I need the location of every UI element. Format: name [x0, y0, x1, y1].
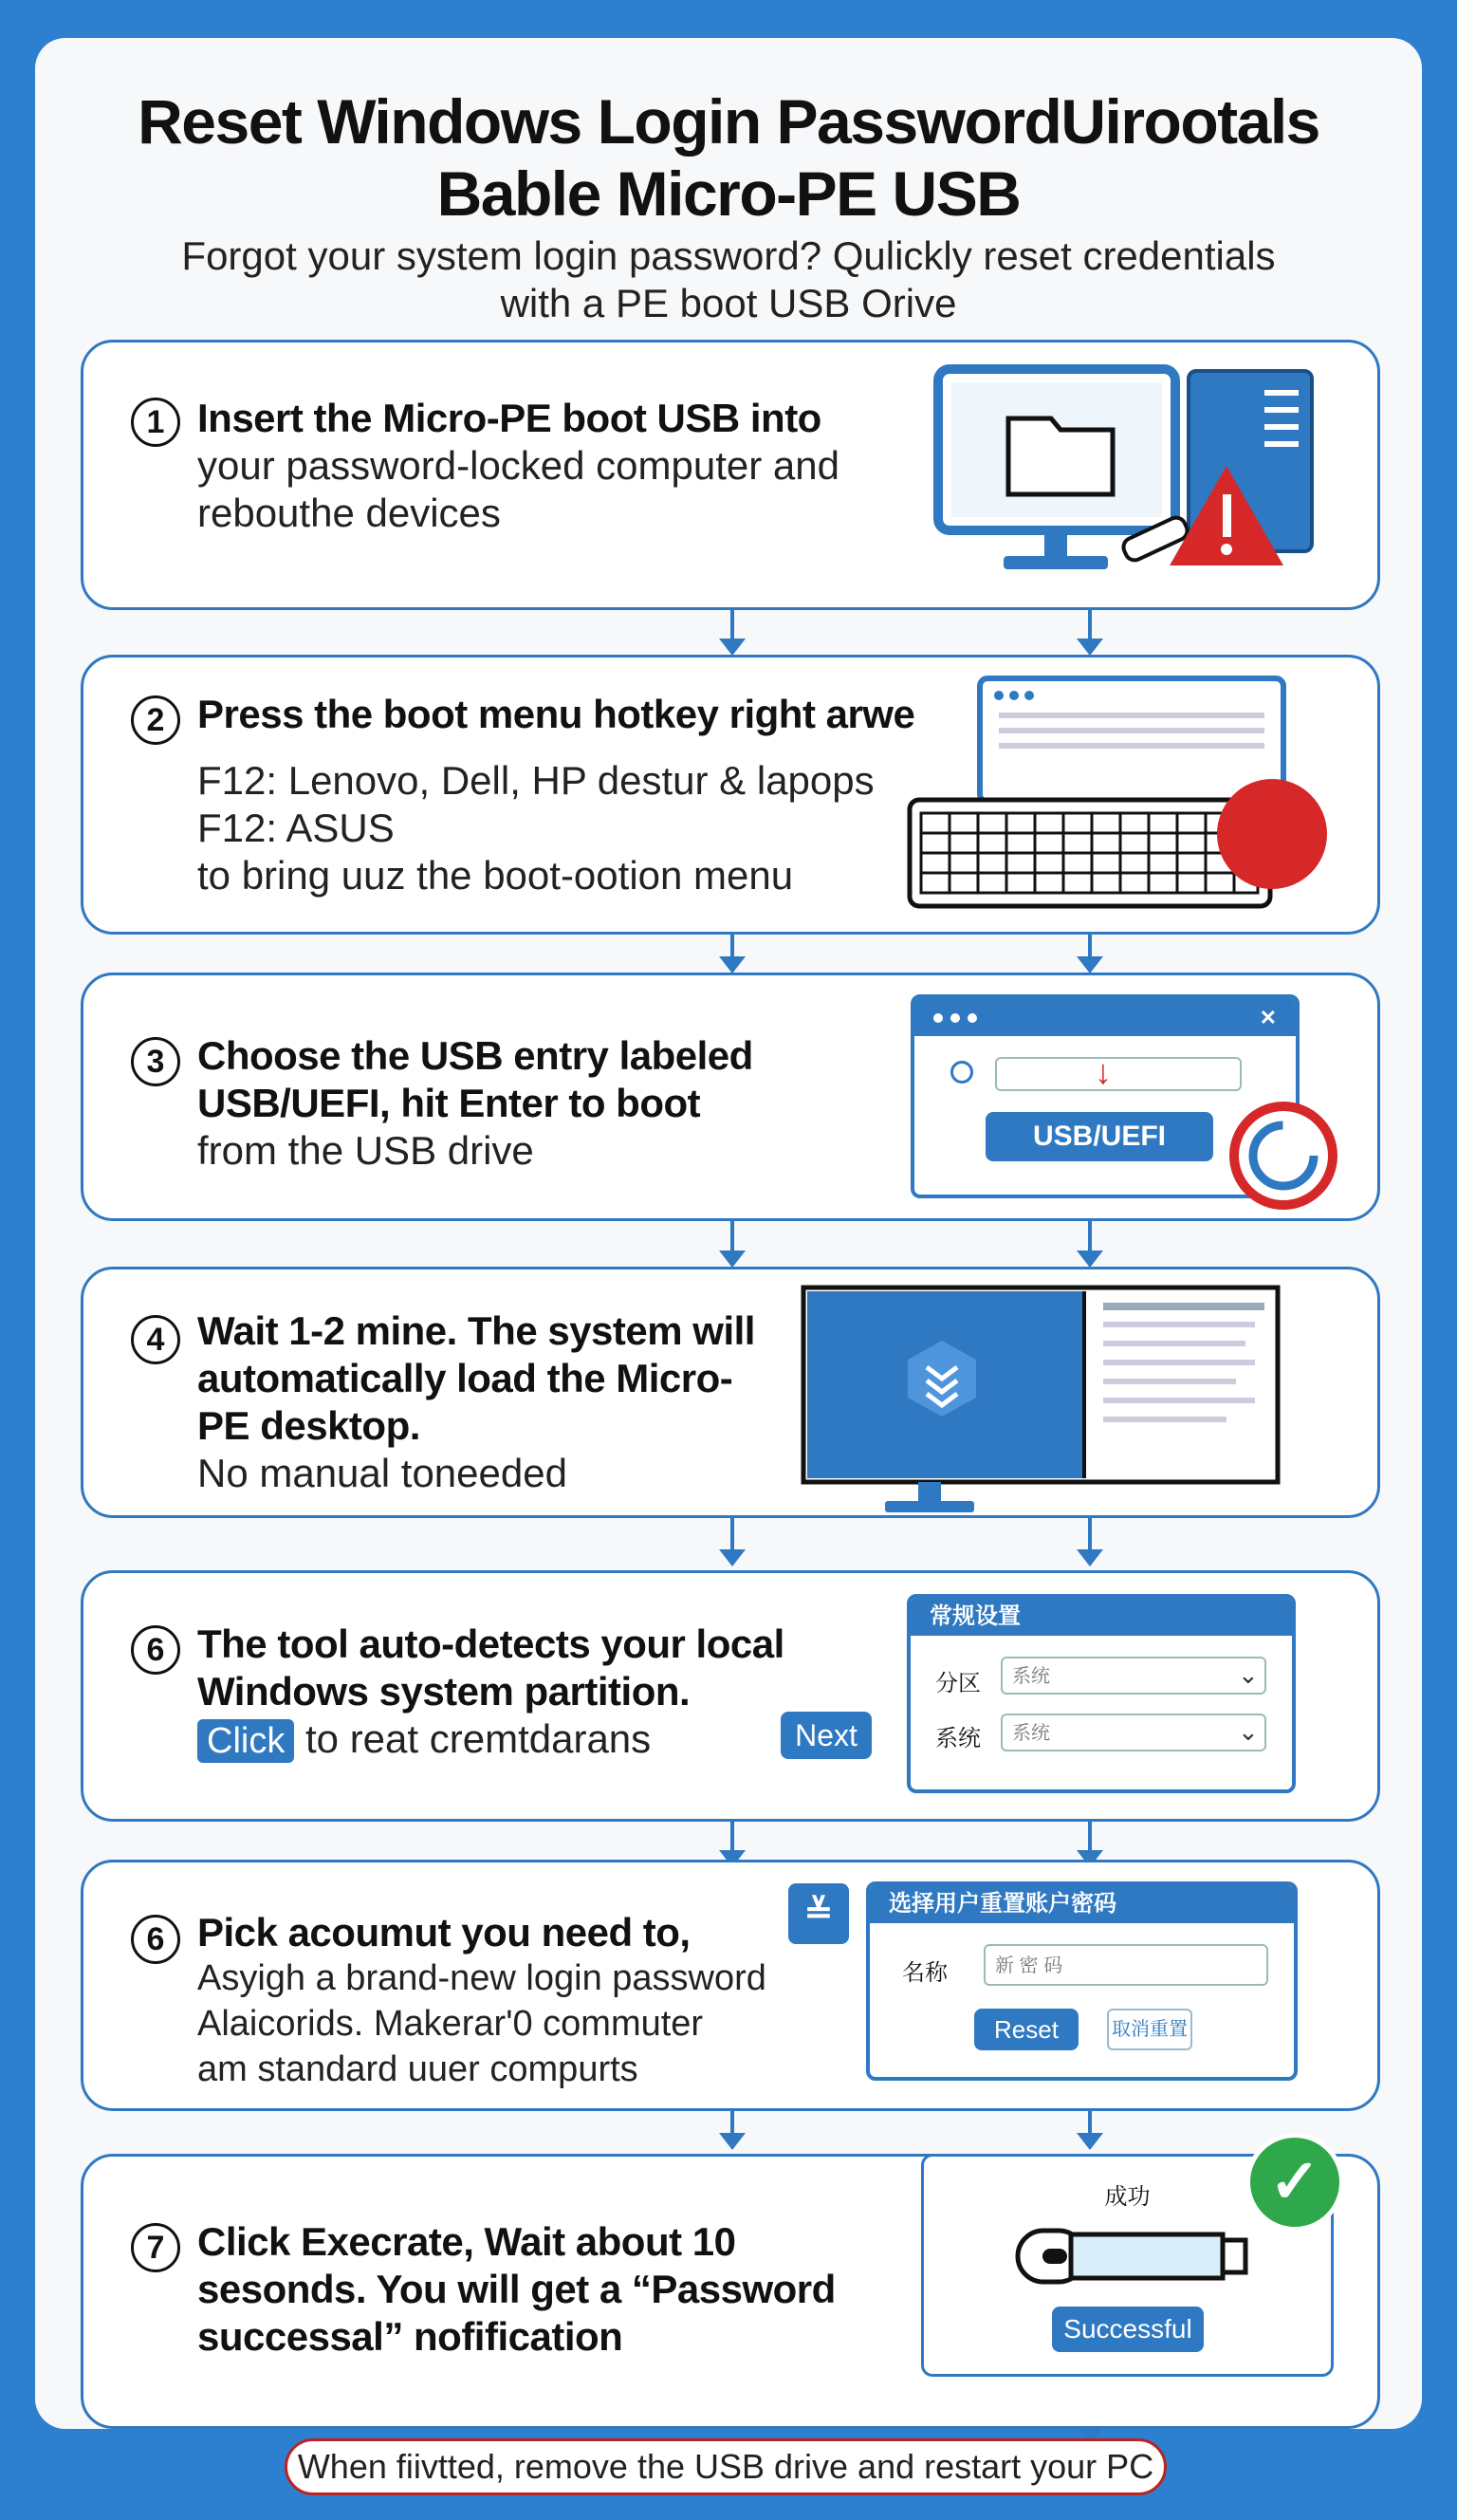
- flow-arrow: [730, 2111, 734, 2144]
- new-password-input[interactable]: 新 密 码: [984, 1944, 1268, 1986]
- row-label: 系统: [935, 1726, 981, 1751]
- step-number: 6: [131, 1915, 180, 1964]
- reset-password-window: [866, 1881, 1298, 2081]
- step-text: The tool auto-detects your local Windows system partition. Click to reat cremtdarans: [197, 1621, 784, 1761]
- flow-arrow: [1088, 1822, 1092, 1862]
- flow-arrow: [1088, 2111, 1092, 2144]
- flow-arrow: [1088, 610, 1092, 650]
- field-label: 名称: [902, 1960, 948, 1986]
- reset-button[interactable]: Reset: [974, 2009, 1079, 2050]
- cancel-button[interactable]: 取消重置: [1107, 2009, 1192, 2050]
- step-text: Click Execrate, Wait about 10 sesonds. You will get a “Password successal” nofification: [197, 2219, 836, 2359]
- pe-desktop-monitor-icon: [800, 1284, 1283, 1521]
- chevron-down-icon: ⌄: [1238, 1660, 1259, 1689]
- success-label: 成功: [1104, 2184, 1151, 2210]
- window-title: 常规设置: [911, 1598, 1292, 1636]
- successful-button[interactable]: Successful: [1052, 2307, 1204, 2352]
- keyboard-icon: [904, 675, 1340, 921]
- partition-select[interactable]: 系统: [1001, 1657, 1266, 1695]
- flow-arrow: [730, 935, 734, 968]
- footer-note: When fiivtted, remove the USB drive and restart your PC: [285, 2438, 1167, 2495]
- title-line-1: Reset Windows Login PasswordUirootals: [138, 86, 1319, 157]
- step-number: 6: [131, 1625, 180, 1675]
- infographic-sheet: [35, 38, 1422, 2429]
- flow-arrow: [730, 1518, 734, 1561]
- step-number: 4: [131, 1315, 180, 1364]
- step-text: Choose the USB entry labeled USB/UEFI, hit Enter to boot from the USB drive: [197, 1033, 753, 1173]
- step-text: Insert the Micro-PE boot USB into your password-locked computer and rebouthe devices: [197, 396, 840, 535]
- user-icon: [950, 1061, 973, 1084]
- usb-uefi-boot-button[interactable]: USB/UEFI: [986, 1112, 1213, 1161]
- next-button[interactable]: Next: [781, 1712, 872, 1759]
- step-7-card: [81, 2154, 1380, 2429]
- system-select[interactable]: 系统: [1001, 1714, 1266, 1751]
- step-5-card: [81, 1570, 1380, 1822]
- step-4-card: [81, 1267, 1380, 1518]
- flow-arrow: [730, 1822, 734, 1862]
- step-text: Pick acoumut you need to, Asyigh a brand-new login password Alaicorids. Makerar'0 commuter am standard uuer compurts: [197, 1910, 766, 2089]
- step-text: Press the boot menu hotkey right arwe F12: Lenovo, Dell, HP destur & lapops F12: ASUS to bring uuz the boot-ootion menu: [197, 692, 915, 898]
- subtitle-line-2: with a PE boot USB Orive: [500, 281, 957, 325]
- window-titlebar: ✕: [914, 998, 1296, 1036]
- step-2-card: [81, 655, 1380, 935]
- flow-arrow: [730, 1221, 734, 1262]
- step-number: 7: [131, 2223, 180, 2272]
- step-number: 1: [131, 398, 180, 447]
- computer-warning-icon: [932, 361, 1331, 589]
- step-6-card: [81, 1860, 1380, 2111]
- arrow-down-icon: ↓: [1095, 1052, 1112, 1091]
- search-field: [995, 1052, 1242, 1091]
- flow-arrow: [1088, 2429, 1092, 2438]
- flow-arrow: [1088, 935, 1092, 968]
- chevron-down-icon: ⌄: [1238, 1717, 1259, 1746]
- flow-arrow: [1088, 1518, 1092, 1561]
- step-3-card: [81, 973, 1380, 1221]
- window-title: 选择用户重置账户密码: [870, 1885, 1294, 1923]
- step-number: 2: [131, 695, 180, 745]
- step-number: 3: [131, 1037, 180, 1086]
- click-tag: Click: [197, 1719, 294, 1763]
- page-title: [35, 85, 1422, 230]
- loading-target-icon: [1226, 1099, 1340, 1213]
- flow-arrow: [730, 610, 734, 650]
- usb-drive-icon: [1014, 2223, 1251, 2289]
- checkmark-icon: ✓: [1245, 2133, 1344, 2232]
- chevrons-down-icon: ≚: [788, 1883, 849, 1944]
- step-1-card: [81, 340, 1380, 610]
- row-label: 分区: [935, 1671, 981, 1696]
- flow-arrow: [1088, 1221, 1092, 1262]
- partition-detect-window: [907, 1594, 1296, 1793]
- title-line-2: Bable Micro-PE USB: [436, 158, 1021, 229]
- step-text: Wait 1-2 mine. The system will automatically load the Micro- PE desktop. No manual toneeded: [197, 1308, 755, 1495]
- page-subtitle: [35, 232, 1422, 327]
- subtitle-line-1: Forgot your system login password? Qulickly reset credentials: [181, 233, 1276, 278]
